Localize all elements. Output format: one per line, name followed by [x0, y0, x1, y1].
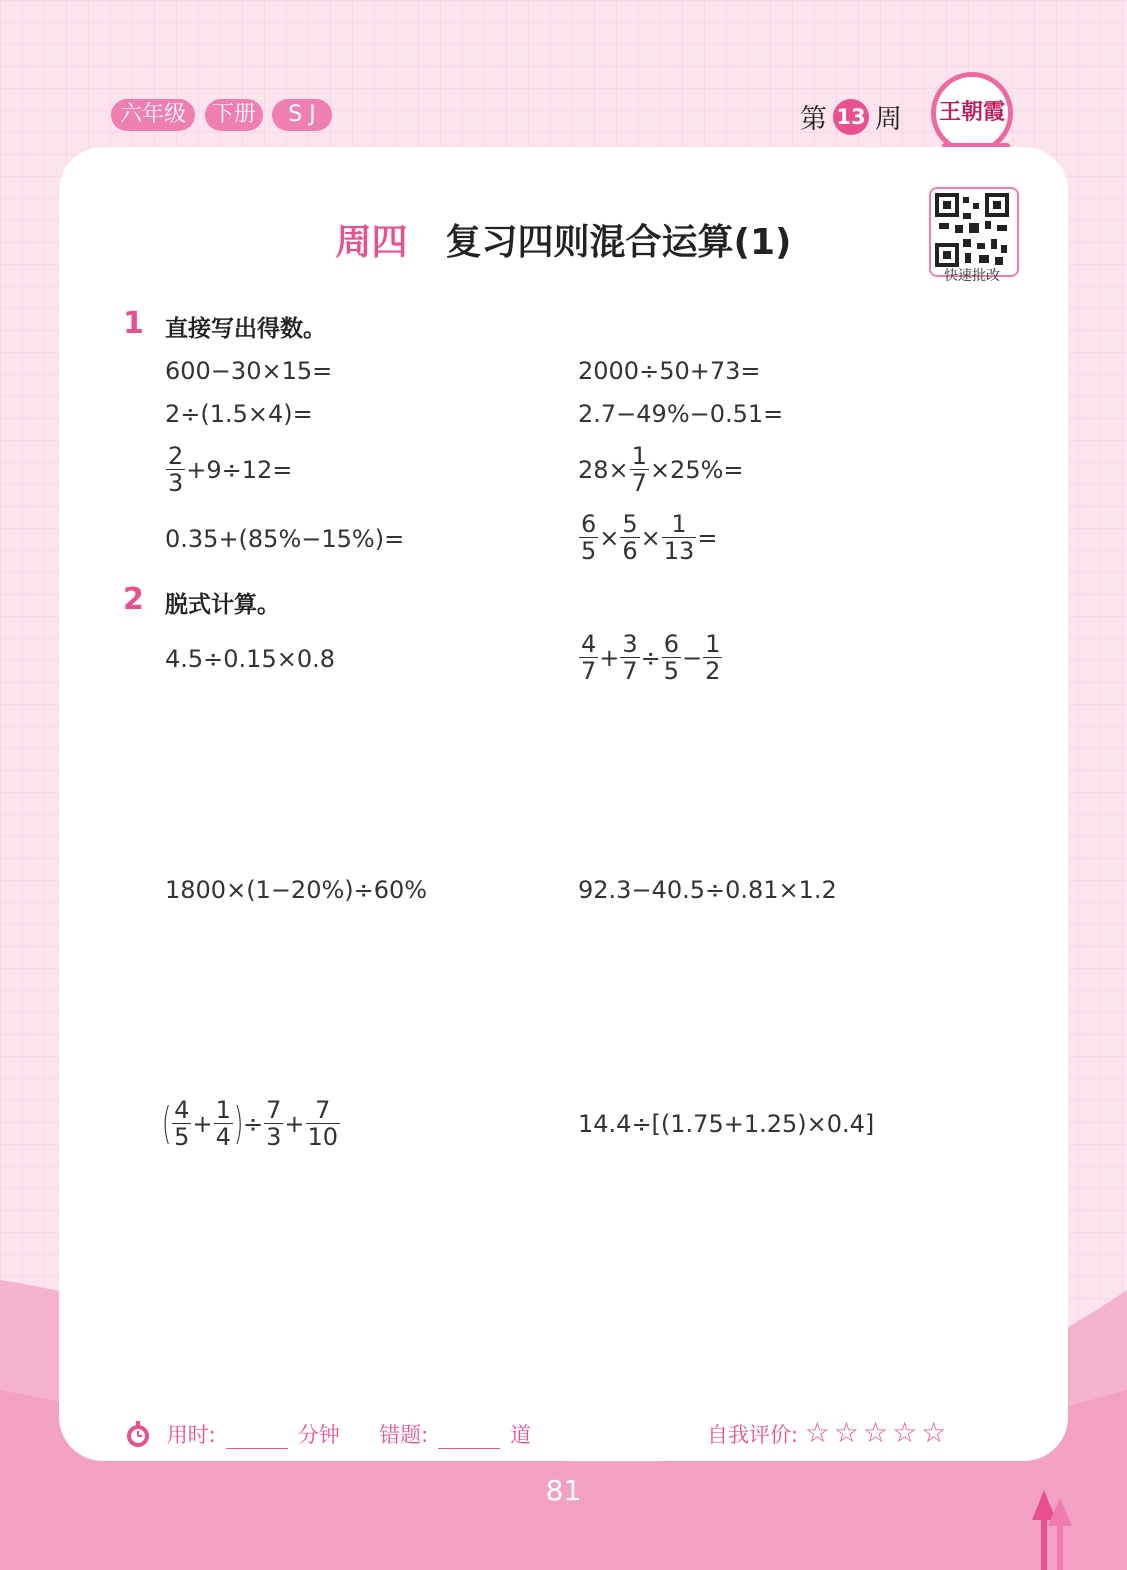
fraction: $\frac{1}{4}$ — [215, 1096, 231, 1151]
problem-2c: 1800×(1−20%)÷60% — [165, 876, 428, 904]
week-indicator — [800, 97, 902, 136]
footer-time-errors — [124, 1419, 531, 1449]
section-1-heading: 直接写出得数。 — [165, 316, 326, 342]
minutes-label: 分钟 — [297, 1423, 340, 1447]
fraction: $\frac{7}{3}$ — [266, 1096, 282, 1151]
fraction: $\frac{3}{7}$ — [622, 630, 638, 685]
problem-1h: $\frac{6}{5}$ × $\frac{5}{6}$ × $\frac{1}{13}$ = — [581, 510, 718, 565]
footer-self-eval — [707, 1416, 950, 1449]
stopwatch-icon — [124, 1420, 152, 1448]
fraction: $\frac{4}{7}$ — [581, 630, 597, 685]
page-number: 81 — [545, 1474, 582, 1507]
self-eval-label: 自我评价: — [707, 1423, 799, 1447]
problem-2f: 14.4÷[(1.75+1.25)×0.4] — [578, 1110, 875, 1138]
fraction: $\frac{7}{10}$ — [307, 1096, 339, 1151]
fraction: $\frac{1}{2}$ — [705, 630, 721, 685]
edition-badge: S J — [272, 99, 332, 131]
errors-unit: 道 — [510, 1423, 532, 1447]
rating-stars[interactable]: ☆☆☆☆☆ — [804, 1416, 951, 1449]
week-number-badge: 13 — [833, 99, 869, 135]
problem-1b: 2000÷50+73= — [578, 357, 761, 385]
errors-label: 错题: — [379, 1423, 429, 1447]
grade-badge: 六年级 — [111, 99, 195, 131]
time-input[interactable] — [226, 1428, 288, 1449]
section-2-number: 2 — [123, 582, 144, 617]
fraction: $\frac{4}{5}$ — [174, 1096, 190, 1151]
problem-1g: 0.35+(85%−15%)= — [165, 525, 405, 553]
section-2-heading: 脱式计算。 — [165, 592, 280, 618]
title-topic: 复习四则混合运算(1) — [445, 222, 792, 263]
problem-1c: 2÷(1.5×4)= — [165, 400, 313, 428]
qr-code-icon[interactable] — [929, 187, 1019, 277]
problem-1f: 28× $\frac{1}{7}$ ×25%= — [578, 442, 744, 497]
fraction: $\frac{5}{6}$ — [622, 510, 638, 565]
week-prefix: 第 — [800, 104, 827, 135]
qr-caption: 快速批改 — [944, 268, 1000, 284]
fraction: $\frac{6}{5}$ — [663, 630, 680, 685]
problem-2a: 4.5÷0.15×0.8 — [165, 645, 335, 673]
week-suffix: 周 — [875, 104, 902, 135]
brand-logo: 王朝霞 — [931, 72, 1013, 154]
errors-input[interactable] — [438, 1428, 500, 1449]
fraction: $\frac{6}{5}$ — [581, 510, 597, 565]
worksheet-card — [59, 147, 1068, 1461]
fraction: $\frac{2}{3}$ — [168, 442, 184, 497]
problem-2e: ( $\frac{4}{5}$ + $\frac{1}{4}$ ) ÷ $\frac{7}{3}$ + $\frac{7}{10}$ — [161, 1096, 339, 1151]
title-day: 周四 — [335, 222, 408, 263]
volume-badge: 下册 — [205, 99, 263, 131]
problem-2b: $\frac{4}{7}$ + $\frac{3}{7}$ ÷ $\frac{6}{5}$ − $\frac{1}{2}$ — [581, 630, 721, 685]
arrow-up-icon — [1030, 1490, 1074, 1570]
problem-2d: 92.3−40.5÷0.81×1.2 — [578, 876, 837, 904]
problem-1e: $\frac{2}{3}$ +9÷12= — [168, 442, 293, 497]
time-label: 用时: — [166, 1423, 216, 1447]
fraction: $\frac{1}{13}$ — [663, 510, 695, 565]
fraction: $\frac{1}{7}$ — [631, 442, 647, 497]
section-1-number: 1 — [123, 306, 144, 341]
problem-1a: 600−30×15= — [165, 357, 333, 385]
problem-1d: 2.7−49%−0.51= — [578, 400, 784, 428]
